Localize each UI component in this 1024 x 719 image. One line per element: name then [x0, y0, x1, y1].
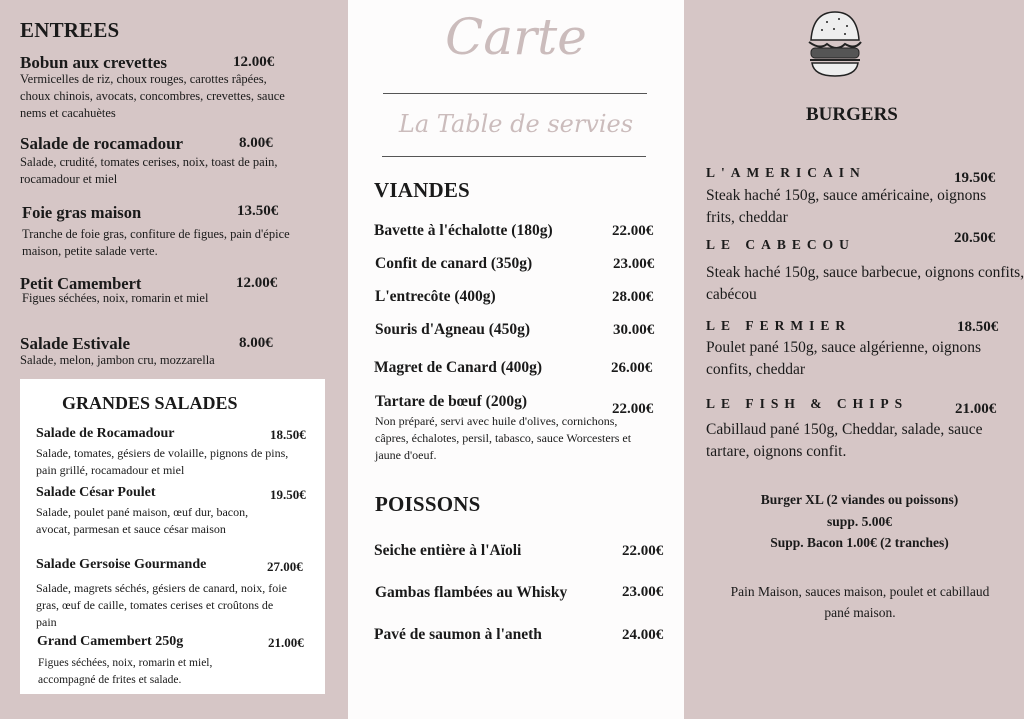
menu-item-name: Grand Camembert 250g: [37, 634, 184, 649]
menu-item-price: 12.00€: [233, 54, 275, 70]
menu-item-name: Salade César Poulet: [36, 485, 156, 500]
center-panel: [348, 0, 684, 719]
burger-icon: [805, 8, 865, 83]
menu-item-price: 18.50€: [957, 319, 999, 335]
menu-item-name: L'entrecôte (400g): [375, 288, 496, 305]
menu-item-price: 27.00€: [267, 559, 303, 574]
menu-item-name: Salade Estivale: [20, 334, 131, 353]
menu-item-name: Souris d'Agneau (450g): [375, 321, 531, 338]
menu-item-price: 18.50€: [270, 427, 306, 442]
menu-item-name: Gambas flambées au Whisky: [375, 584, 568, 601]
menu-item-name: Salade de Rocamadour: [36, 426, 175, 441]
menu-item-name: Confit de canard (350g): [375, 255, 533, 272]
menu-item-name: Salade de rocamadour: [20, 134, 184, 153]
menu-item-price: 12.00€: [236, 275, 278, 291]
menu-item-price: 13.50€: [237, 203, 279, 219]
menu-item-price: 8.00€: [239, 135, 273, 151]
extra-xl-price: supp. 5.00€: [827, 513, 892, 529]
carte-title: Carte: [445, 8, 587, 66]
menu-item-desc: Salade, magrets séchés, gésiers de canard, noix, foie gras, œuf de caille, tomates cerises et croûtons de pain: [36, 581, 287, 629]
menu-item-name: L'AMERICAIN: [706, 165, 866, 180]
menu-item-price: 19.50€: [954, 170, 996, 186]
menu-item-desc: Tranche de foie gras, confiture de figues, pain d'épice maison, petite salade verte.: [22, 227, 290, 258]
menu-item-name: Foie gras maison: [22, 203, 142, 222]
extra-xl: Burger XL (2 viandes ou poissons): [760, 492, 959, 507]
menu-item-price: 22.00€: [612, 401, 654, 417]
menu-item-price: 22.00€: [622, 543, 664, 559]
grandes-salades-box: [20, 379, 325, 694]
house-made-note: Pain Maison, sauces maison, poulet et cabillaud pané maison.: [730, 584, 990, 620]
menu-item-desc: Salade, tomates, gésiers de volaille, pignons de pins, pain grillé, rocamadour et miel: [36, 446, 289, 477]
menu-item-price: 20.50€: [954, 230, 996, 246]
menu-item-desc: Steak haché 150g, sauce américaine, oignons frits, cheddar: [706, 187, 987, 226]
viandes-title: VIANDES: [374, 178, 470, 202]
grandes-salades-title: GRANDES SALADES: [62, 393, 238, 413]
menu-item-desc: Cabillaud pané 150g, Cheddar, salade, sauce tartare, oignons confit.: [706, 421, 983, 460]
burger-extras: [685, 489, 1024, 554]
menu-item-name: LE FERMIER: [706, 318, 852, 333]
menu-item-price: 28.00€: [612, 289, 654, 305]
menu-item-desc: Steak haché 150g, sauce barbecue, oignons confits, cabécou: [706, 264, 1024, 303]
restaurant-name: La Table de servies: [398, 110, 634, 138]
poissons-title: POISSONS: [375, 492, 481, 516]
menu-item-name: Bavette à l'échalotte (180g): [374, 222, 553, 239]
menu-item-desc: Figues séchées, noix, romarin et miel, accompagné de frites et salade.: [38, 657, 213, 686]
menu-item-name: Bobun aux crevettes: [20, 53, 168, 72]
menu-item-desc: Vermicelles de riz, choux rouges, carottes râpées, choux chinois, avocats, concombres, crevettes, sauce nems et cacahuètes: [20, 72, 285, 120]
menu-item-name: Pavé de saumon à l'aneth: [374, 626, 542, 643]
menu-item-desc: Poulet pané 150g, sauce algérienne, oignons confits, cheddar: [706, 339, 982, 378]
menu-item-desc: Non préparé, servi avec huile d'olives, cornichons, câpres, échalotes, persil, tabasco, sauce Worcesters et jaune d'oeuf.: [375, 414, 632, 462]
menu-item-price: 8.00€: [239, 335, 273, 351]
burgers-panel: [685, 0, 1024, 719]
burgers-title: BURGERS: [806, 104, 898, 125]
menu-item-price: 30.00€: [613, 322, 655, 338]
menu-item-price: 26.00€: [611, 360, 653, 376]
menu-item-desc: Salade, melon, jambon cru, mozzarella: [20, 353, 215, 367]
menu-item-price: 21.00€: [268, 635, 304, 650]
menu-item-price: 22.00€: [612, 223, 654, 239]
menu-item-price: 23.00€: [622, 584, 664, 600]
menu-item-desc: Figues séchées, noix, romarin et miel: [22, 291, 209, 305]
menu-item-price: 21.00€: [955, 401, 997, 417]
menu-item-name: LE CABECOU: [706, 237, 855, 252]
entrees-panel: [0, 0, 346, 719]
menu-item-name: LE FISH & CHIPS: [706, 396, 909, 411]
menu-item-price: 19.50€: [270, 487, 306, 502]
extra-bacon: Supp. Bacon 1.00€ (2 tranches): [770, 535, 949, 550]
menu-item-name: Seiche entière à l'Aïoli: [374, 542, 522, 559]
menu-item-name: Petit Camembert: [20, 274, 142, 293]
menu-item-name: Salade Gersoise Gourmande: [36, 557, 207, 572]
menu-item-desc: Salade, poulet pané maison, œuf dur, bacon, avocat, parmesan et sauce césar maison: [36, 505, 249, 536]
menu-item-desc: Salade, crudité, tomates cerises, noix, toast de pain, rocamadour et miel: [20, 155, 278, 186]
entrees-title: ENTREES: [20, 18, 120, 42]
menu-item-price: 23.00€: [613, 256, 655, 272]
menu-item-name: Magret de Canard (400g): [374, 359, 543, 376]
menu-item-price: 24.00€: [622, 627, 664, 643]
menu-item-name: Tartare de bœuf (200g): [375, 393, 527, 410]
